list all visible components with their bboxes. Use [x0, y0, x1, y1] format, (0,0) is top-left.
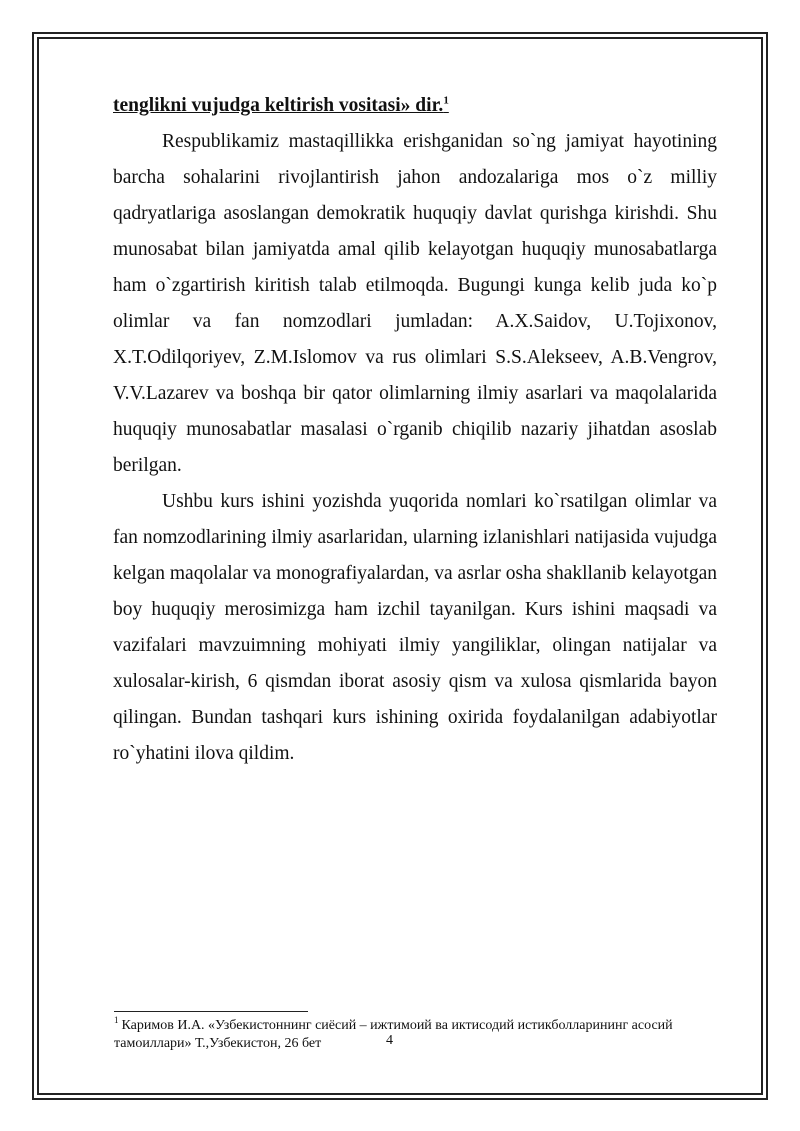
footnote-reference: 1 — [443, 94, 449, 107]
footnote-marker: 1 — [114, 1015, 119, 1026]
footnote-divider — [114, 1011, 308, 1012]
lead-line — [113, 88, 717, 124]
footnote-text: Каримов И.А. «Узбекистоннинг сиёсий – ижтимоий ва иктисодий истикболларининг асосий тамоиллари» Т.,Узбекистон, 26 бет — [114, 1018, 673, 1051]
page-number: 4 — [386, 1033, 393, 1048]
lead-line-text: tenglikni vujudga keltirish vositasi» dir. — [113, 95, 444, 116]
paragraph-1: Respublikamiz mastaqillikka erishganidan so`ng jamiyat hayotining barcha sohalarini rivojlantirish jahon andozalariga mos o`z milliy qadryatlariga asoslangan demokratik huquqiy davlat qurishga kirishdi. Shu munosabat bilan jamiyatda amal qilib kelayotgan huquqiy munosabatlarga ham o`zgartirish kiritish talab etilmoqda. Bugungi kunga kelib juda ko`p olimlar va fan nomzodlari jumladan: A.X.Saidov, U.Tojixonov, X.T.Odilqoriyev, Z.M.Islomov va rus olimlari S.S.Alekseev, A.B.Vengrov, V.V.Lazarev va boshqa bir qator olimlarning ilmiy asarlari va maqolalarida huquqiy munosabatlar masalasi o`rganib chiqilib nazariy jihatdan asoslab berilgan. — [113, 131, 717, 476]
footnote — [114, 1017, 734, 1053]
paragraph-2: Ushbu kurs ishini yozishda yuqorida nomlari ko`rsatilgan olimlar va fan nomzodlarining ilmiy asarlaridan, ularning izlanishlari natijasida vujudga kelgan maqolalar va monografiyalardan, va asrlar osha shakllanib kelayotgan boy huquqiy merosimizga ham izchil tayanilgan. Kurs ishini maqsadi va vazifalari mavzuimning mohiyati ilmiy yangiliklar, olingan natijalar va xulosalar-kirish, 6 qismdan iborat asosiy qism va xulosa qismlarida bayon qilingan. Bundan tashqari kurs ishining oxirida foydalanilgan adabiyotlar ro`yhatini ilova qildim. — [113, 491, 717, 764]
document-body — [113, 88, 717, 772]
